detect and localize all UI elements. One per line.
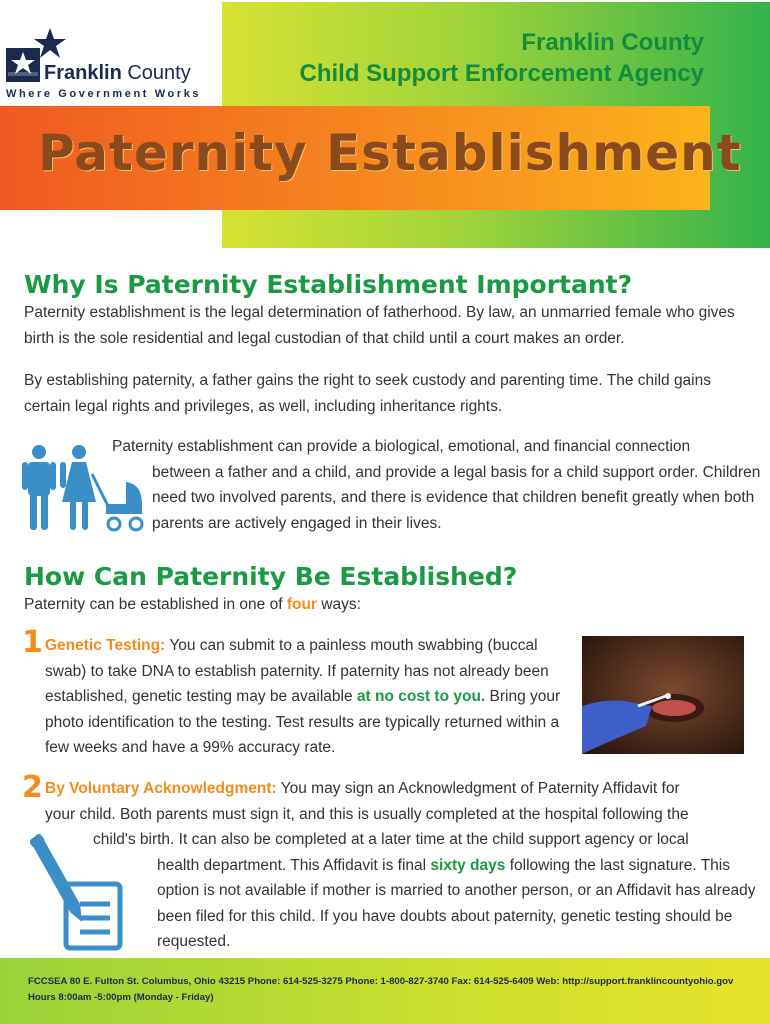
item-number-1: 1 bbox=[22, 625, 43, 660]
logo-name: Franklin County bbox=[44, 62, 191, 84]
footer-hours: Hours 8:00am -5:00pm (Monday - Friday) bbox=[28, 992, 214, 1003]
title-band bbox=[0, 106, 742, 210]
voluntary-ack-line-2: your child. Both parents must sign it, and this is usually completed at the hospital following the bbox=[45, 805, 689, 823]
why-paragraph-3-line-1: Paternity establishment can provide a biological, emotional, and financial connection bbox=[112, 438, 691, 455]
genetic-testing-label: Genetic Testing: bbox=[45, 637, 166, 654]
mouth-swab-photo bbox=[582, 636, 744, 754]
logo-tagline: Where Government Works bbox=[6, 88, 202, 100]
sixty-days-highlight: sixty days bbox=[430, 856, 506, 874]
footer-contact: FCCSEA 80 E. Fulton St. Columbus, Ohio 43215 Phone: 614-525-3275 Phone: 1-800-827-3740 Fax: 614-525-6409 Web: http://support.franklincountyohio.gov bbox=[28, 976, 734, 987]
voluntary-ack-line-3: child's birth. It can also be completed at a later time at the child support agency or local bbox=[93, 831, 689, 848]
why-paragraph-1: Paternity establishment is the legal determination of fatherhood. By law, an unmarried female who gives birth is the sole residential and legal custodian of that child until a court makes an order. bbox=[24, 304, 735, 347]
genetic-testing-paragraph: Genetic Testing: You can submit to a painless mouth swabbing (buccal swab) to take DNA to establish paternity. If paternity has not already been established, genetic testing may be available at no cost to you. Bring your photo identification to the testing. Test results are typically returned within a few weeks and have a 99% accuracy rate. bbox=[45, 637, 561, 756]
section-heading-how: How Can Paternity Be Established? bbox=[24, 562, 518, 591]
pen-document-icon bbox=[30, 834, 126, 954]
section-heading-why: Why Is Paternity Establishment Important? bbox=[24, 270, 633, 299]
why-paragraph-3-rest: between a father and a child, and provide a legal basis for a child support order. Children need two involved parents, and there is evidence that children benefit greatly when both parents are actively engaged in their lives. bbox=[152, 463, 761, 532]
four-highlight: four bbox=[286, 596, 317, 613]
agency-line-1: Franklin County bbox=[521, 29, 704, 56]
agency-name bbox=[300, 28, 704, 90]
voluntary-ack-rest: health department. This Affidavit is final sixty days following the last signature. This option is not available if mother is married to another person, or an Affidavit has already been filed for this child. If you have doubts about paternity, genetic testing should be requested. bbox=[157, 856, 756, 950]
voluntary-ack-label: By Voluntary Acknowledgment: bbox=[45, 780, 277, 797]
why-paragraph-2: By establishing paternity, a father gains the right to seek custody and parenting time. The child gains certain legal rights and privileges, as well, including inheritance rights. bbox=[24, 372, 711, 415]
voluntary-ack-line-1: By Voluntary Acknowledgment: You may sign an Acknowledgment of Paternity Affidavit for bbox=[45, 780, 680, 797]
page-title: Paternity Establishment bbox=[38, 124, 742, 182]
item-number-2: 2 bbox=[22, 770, 43, 805]
no-cost-highlight: at no cost to you. bbox=[356, 688, 486, 705]
franklin-county-logo bbox=[4, 28, 216, 108]
footer bbox=[0, 958, 770, 1024]
agency-line-2: Child Support Enforcement Agency bbox=[299, 60, 704, 87]
how-intro: Paternity can be established in one of four ways: bbox=[24, 596, 361, 613]
